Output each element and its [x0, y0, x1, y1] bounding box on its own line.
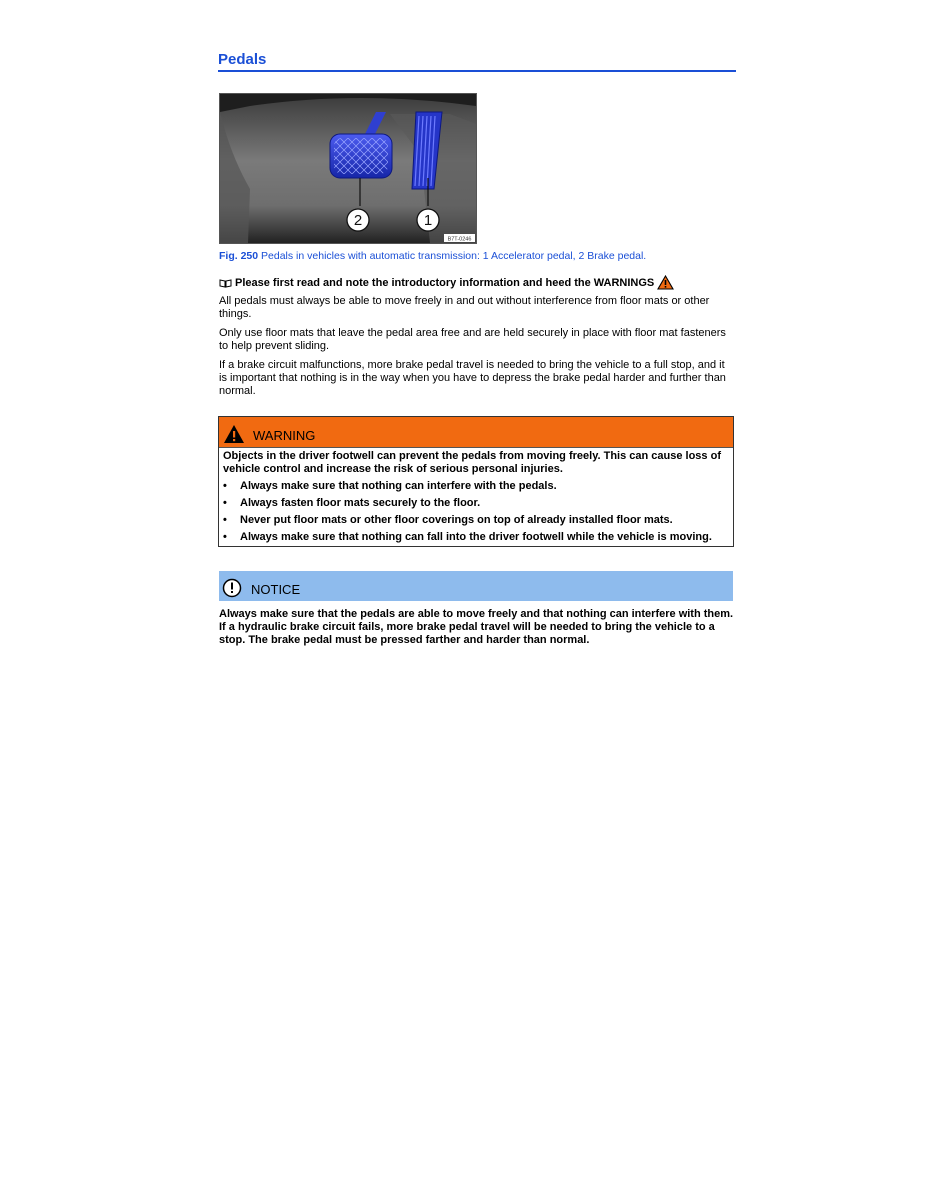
pedals-figure: [219, 93, 477, 244]
paragraph-3: If a brake circuit malfunctions, more brake pedal travel is needed to bring the vehicle to a full stop, and it is important that nothing is in the way when you have to depress the brake pedal harder and further than normal.: [219, 359, 726, 397]
notice-text: Always make sure that the pedals are able to move freely and that nothing can interfere with them. If a hydraulic brake circuit fails, more brake pedal travel will be needed to bring the vehicle to a stop. The brake pedal must be pressed farther and harder than normal.: [219, 608, 734, 646]
callout-1-label: 1: [423, 212, 433, 229]
warning-item-text: Always make sure that nothing can fall into the driver footwell while the vehicle is moving.: [240, 531, 712, 543]
intro-line: [219, 275, 674, 290]
warning-item-text: Always fasten floor mats securely to the floor.: [240, 497, 481, 509]
warning-icon: [223, 424, 245, 444]
figure-caption: [219, 250, 646, 262]
image-code: B7T-0246: [447, 236, 472, 243]
intro-text: Please first read and note the introductory information and heed the WARNINGS: [235, 276, 655, 289]
warning-label: WARNING: [253, 428, 316, 443]
warning-item: • Never put floor mats or other floor coverings on top of already installed floor mats.: [223, 514, 673, 526]
book-icon: [219, 278, 232, 288]
warning-item-text: Never put floor mats or other floor coverings on top of already installed floor mats.: [240, 514, 673, 526]
notice-label: NOTICE: [251, 582, 301, 597]
caption-number: Fig. 250: [219, 250, 259, 262]
callout-2-label: 2: [353, 212, 363, 229]
warning-item: • Always fasten floor mats securely to the floor.: [223, 497, 481, 509]
warning-item: • Always make sure that nothing can fall into the driver footwell while the vehicle is moving.: [223, 531, 712, 543]
paragraph-2: Only use floor mats that leave the pedal area free and are held securely in place with floor mat fasteners to help prevent sliding.: [219, 327, 726, 352]
notice-header: [219, 571, 733, 601]
pedals-illustration: [220, 94, 476, 243]
warning-header: [219, 417, 733, 448]
warning-item: • Always make sure that nothing can interfere with the pedals.: [223, 480, 557, 492]
warning-item-text: Always make sure that nothing can interfere with the pedals.: [240, 480, 557, 492]
warning-list: [223, 480, 729, 544]
caption-text: Pedals in vehicles with automatic transmission: 1 Accelerator pedal, 2 Brake pedal.: [258, 250, 647, 262]
warning-body: [219, 448, 733, 544]
warning-intro: Objects in the driver footwell can prevent the pedals from moving freely. This can cause loss of vehicle control and increase the risk of serious personal injuries.: [223, 450, 721, 475]
title-underline: [218, 70, 736, 72]
section-title: Pedals: [218, 51, 267, 68]
warning-triangle-icon: [657, 275, 674, 290]
paragraph-1: All pedals must always be able to move freely in and out without interference from floor mats or other things.: [219, 295, 710, 320]
warning-box: [218, 416, 734, 547]
notice-icon: [222, 578, 242, 598]
